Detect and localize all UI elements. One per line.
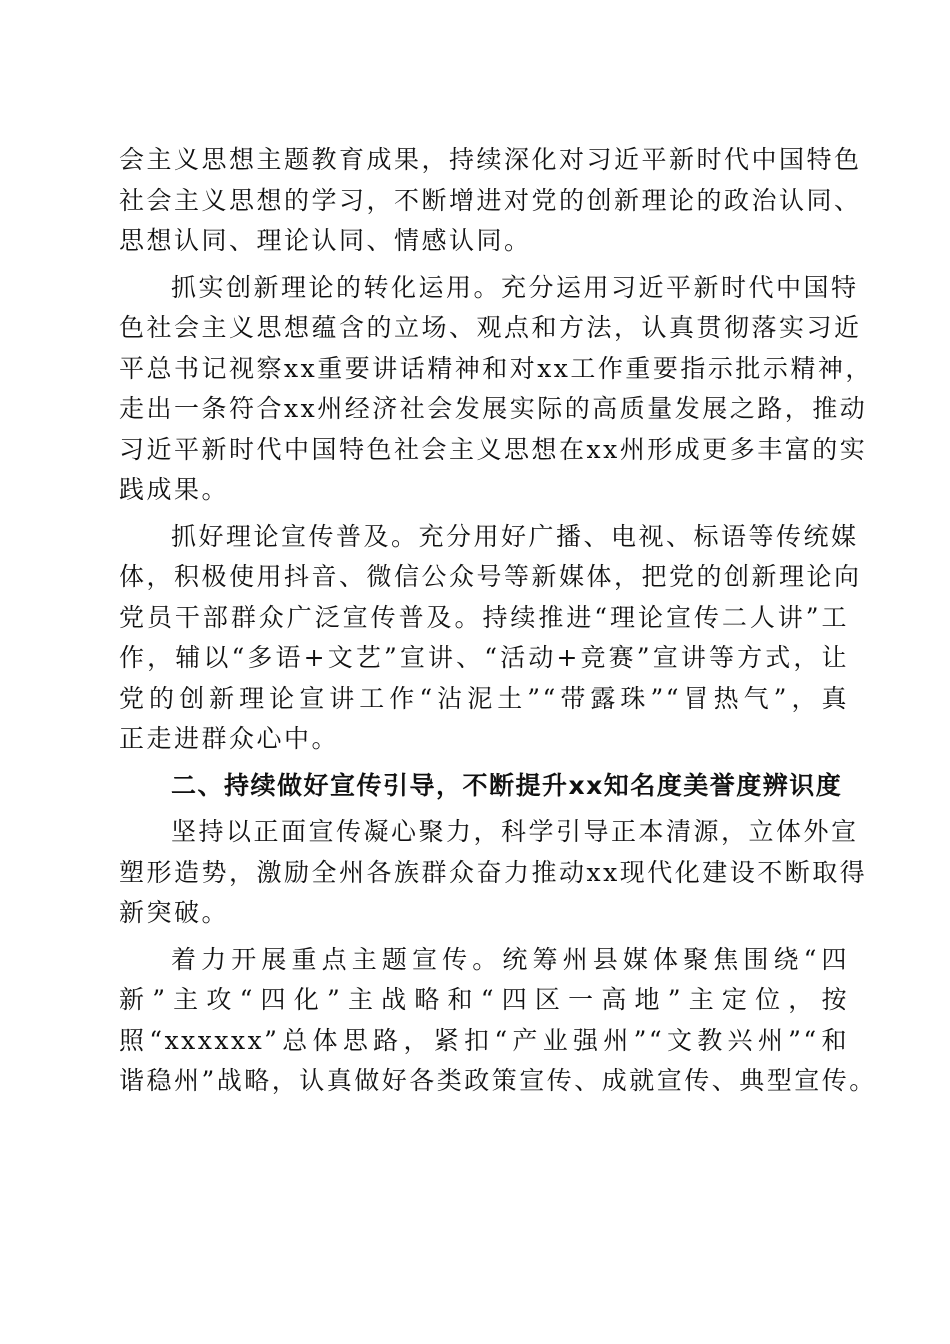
heading-text: 二、持续做好宣传引导，不断提升xx知名度美誉度辨识度 (171, 770, 843, 800)
document-body (119, 140, 877, 1102)
paragraph-3 (119, 517, 862, 760)
text-line: 践成果。 (119, 475, 230, 504)
text-line: 会主义思想主题教育成果，持续深化对习近平新时代中国特色 (119, 145, 862, 174)
text-line: 党员干部群众广泛宣传普及。持续推进“理论宣传二人讲”工 (119, 602, 849, 632)
text-line: 谐稳州”战略，认真做好各类政策宣传、成就宣传、典型宣传。 (119, 1066, 877, 1095)
paragraph-2 (119, 268, 873, 511)
text-line: 着力开展重点主题宣传。统筹州县媒体聚焦围绕“四 (171, 944, 849, 974)
paragraph-5 (119, 940, 877, 1102)
text-line: 新”主攻“四化”主战略和“四区一高地”主定位，按 (119, 985, 849, 1014)
text-line: 塑形造势，激励全州各族群众奋力推动xx现代化建设不断取得 (119, 857, 868, 887)
text-line: 体，积极使用抖音、微信公众号等新媒体，把党的创新理论向 (119, 562, 862, 591)
text-line: 走出一条符合xx州经济社会发展实际的高质量发展之路，推动 (119, 394, 868, 423)
section-heading (119, 766, 849, 807)
text-line: 社会主义思想的学习，不断增进对党的创新理论的政治认同、 (119, 185, 862, 215)
text-line: 思想认同、理论认同、情感认同。 (119, 226, 532, 255)
text-line: 平总书记视察xx重要讲话精神和对xx工作重要指示批示精神， (119, 353, 873, 383)
text-line: 抓好理论宣传普及。充分用好广播、电视、标语等传统媒 (171, 521, 859, 551)
text-line: 照“xxxxxx”总体思路，紧扣“产业强州”“文教兴州”“和 (119, 1025, 849, 1055)
paragraph-4 (119, 812, 868, 934)
text-line: 党的创新理论宣讲工作“沾泥土”“带露珠”“冒热气”，真 (119, 683, 849, 713)
paragraph-1 (119, 140, 862, 262)
text-line: 抓实创新理论的转化运用。充分运用习近平新时代中国特 (171, 272, 859, 302)
text-line: 习近平新时代中国特色社会主义思想在xx州形成更多丰富的实 (119, 434, 868, 464)
text-line: 新突破。 (119, 898, 230, 927)
text-line: 作，辅以“多语+文艺”宣讲、“活动+竞赛”宣讲等方式，让 (119, 643, 849, 672)
text-line: 坚持以正面宣传凝心聚力，科学引导正本清源，立体外宣 (171, 817, 859, 846)
text-line: 色社会主义思想蕴含的立场、观点和方法，认真贯彻落实习近 (119, 313, 862, 342)
text-line: 正走进群众心中。 (119, 724, 340, 753)
